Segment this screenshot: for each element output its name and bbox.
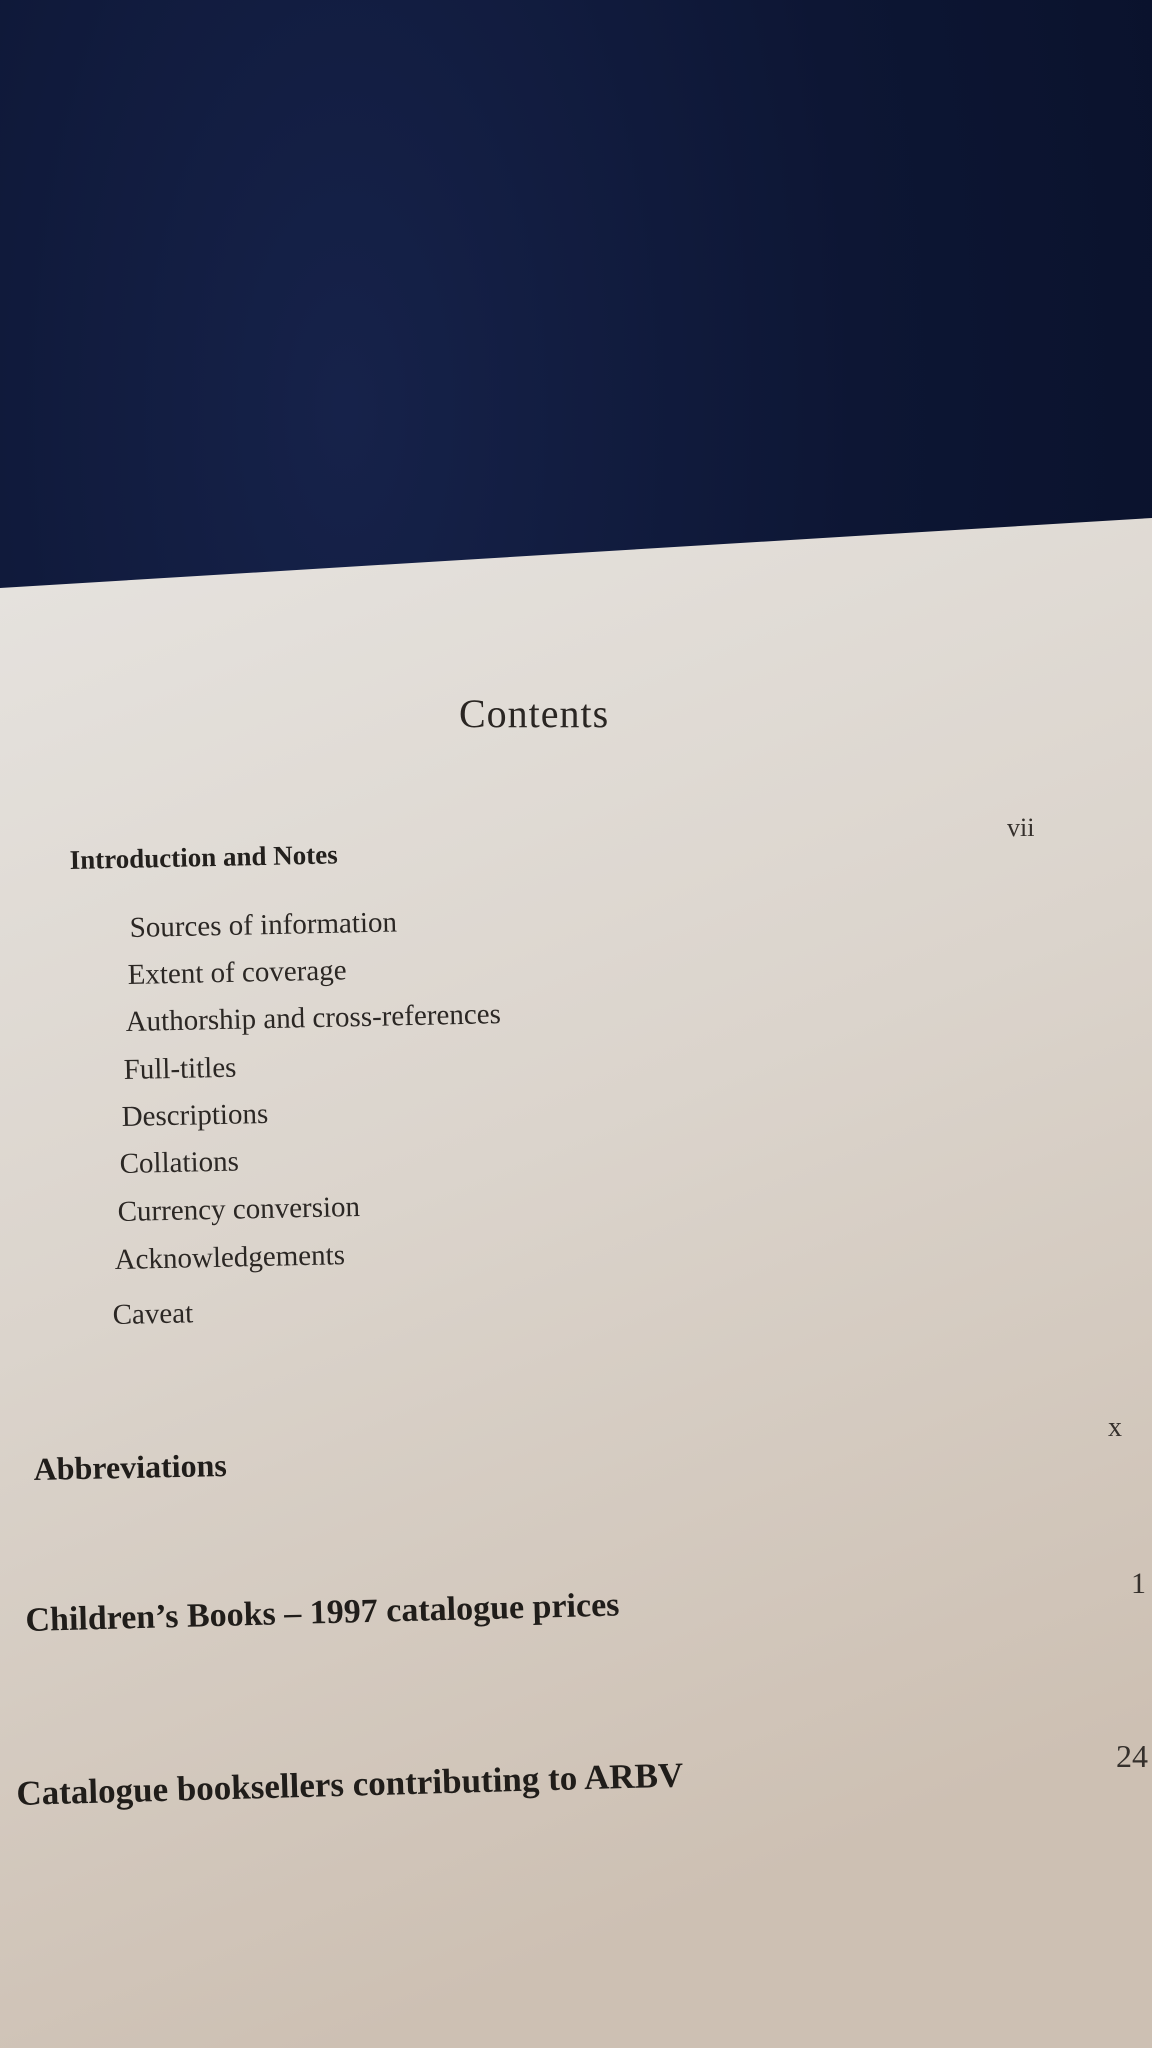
list-item: Full-titles	[123, 1051, 237, 1087]
page-number-abbreviations: x	[1108, 1412, 1122, 1443]
page-number-catalogue-booksellers: 24	[1116, 1738, 1148, 1774]
list-item: Extent of coverage	[127, 954, 347, 992]
list-item: Authorship and cross-references	[125, 998, 502, 1039]
list-item: Currency conversion	[117, 1190, 361, 1229]
page-title: Contents	[459, 691, 610, 736]
section-heading-introduction: Introduction and Notes	[69, 839, 338, 876]
list-item: Sources of information	[129, 906, 398, 945]
section-heading-abbreviations: Abbreviations	[33, 1446, 228, 1488]
list-item: Descriptions	[121, 1097, 269, 1134]
list-item: Collations	[119, 1145, 240, 1181]
list-item: Acknowledgements	[114, 1239, 346, 1277]
page-number-introduction: vii	[1007, 813, 1035, 842]
list-item: Caveat	[112, 1297, 194, 1332]
page-number-childrens-books: 1	[1131, 1567, 1146, 1600]
section-heading-catalogue-booksellers: Catalogue booksellers contributing to ARBV	[15, 1755, 684, 1814]
section-heading-childrens-books: Children’s Books – 1997 catalogue prices	[25, 1586, 620, 1640]
